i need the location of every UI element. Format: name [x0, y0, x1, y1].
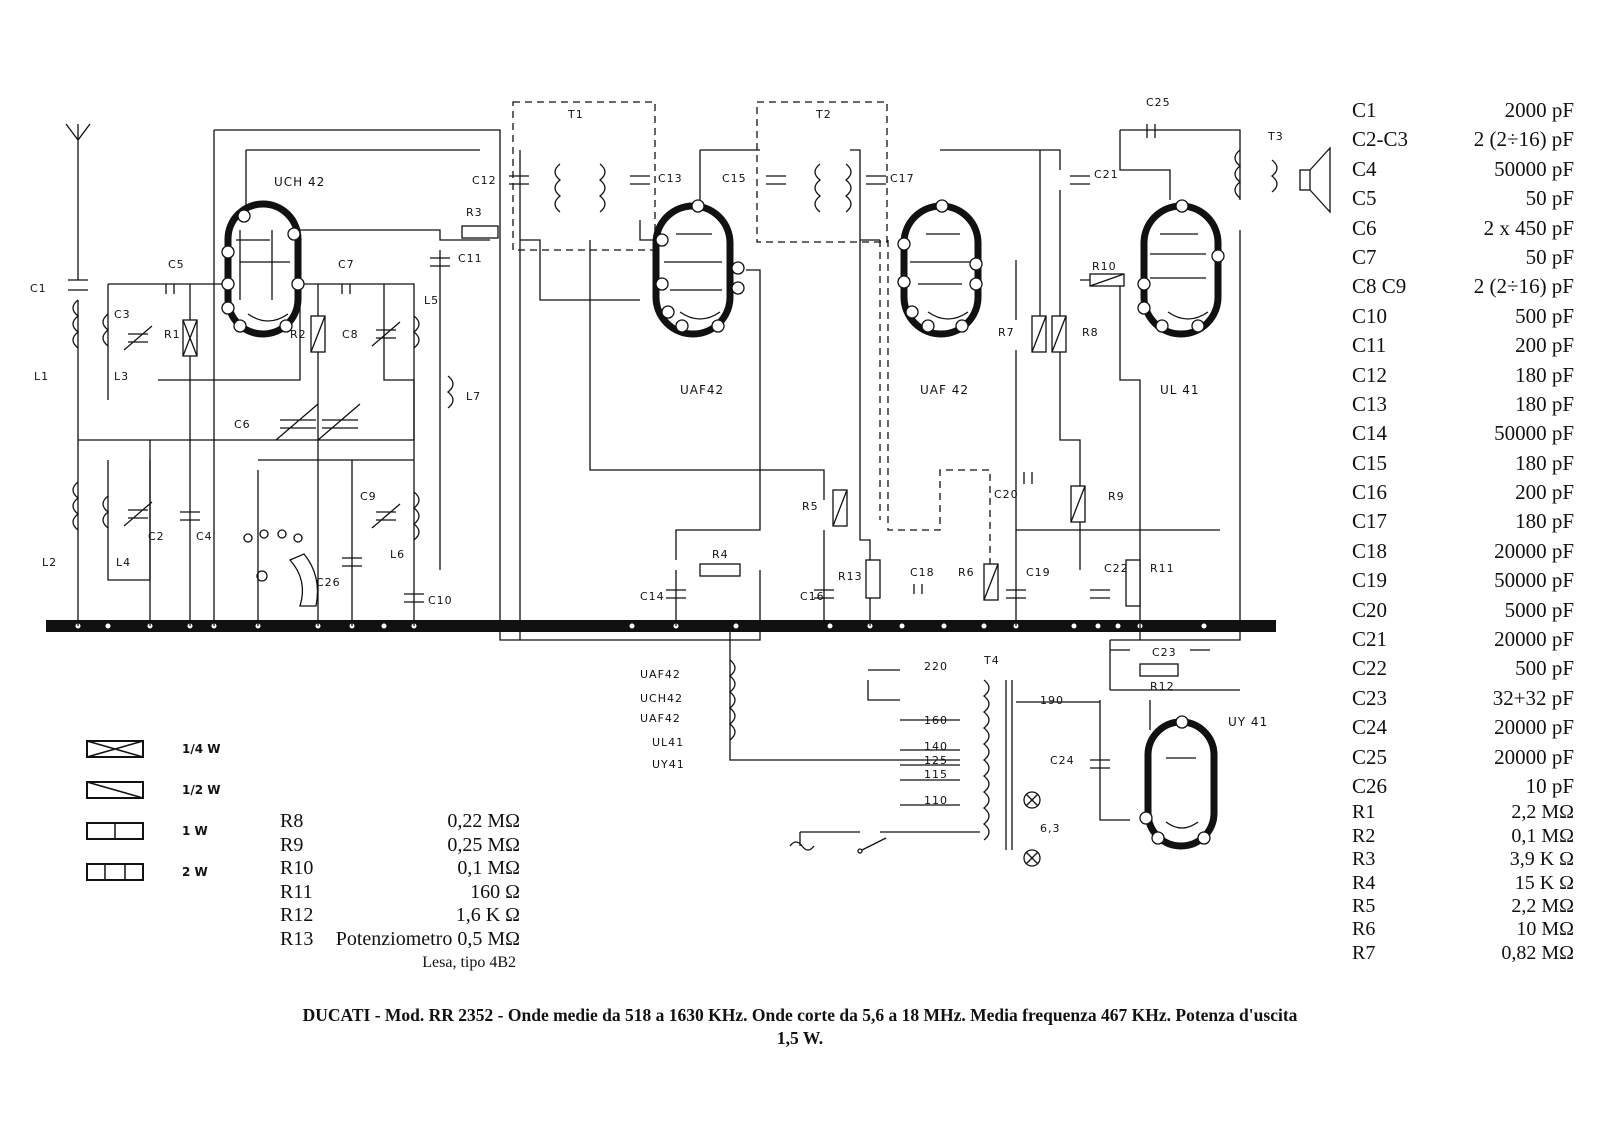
- svg-text:C14: C14: [640, 590, 665, 603]
- mains-plug-icon: [790, 832, 886, 853]
- svg-text:L4: L4: [116, 556, 132, 569]
- part-value: 160 Ω: [470, 880, 520, 903]
- svg-text:C6: C6: [234, 418, 251, 431]
- svg-text:C4: C4: [196, 530, 213, 543]
- svg-text:C9: C9: [360, 490, 377, 503]
- ground-bus: [46, 620, 1276, 632]
- part-value: 500 pF: [1515, 303, 1574, 328]
- capacitor-row: [1352, 772, 1574, 801]
- component-labels: [30, 96, 1284, 835]
- part-name: C20: [1352, 597, 1388, 622]
- part-value: 50 pF: [1525, 244, 1574, 269]
- caption-line-2: 1,5 W.: [776, 1028, 824, 1048]
- part-name: R12: [280, 904, 314, 926]
- part-value: 50000 pF: [1494, 568, 1574, 593]
- part-value: 50000 pF: [1494, 421, 1574, 446]
- svg-text:6,3: 6,3: [1040, 822, 1061, 835]
- svg-text:T4: T4: [984, 654, 1000, 667]
- part-name: C19: [1352, 568, 1388, 593]
- svg-text:R3: R3: [466, 206, 483, 219]
- part-name: R1: [1352, 801, 1376, 824]
- svg-text:C13: C13: [658, 172, 683, 185]
- part-value: 50 pF: [1525, 186, 1574, 211]
- part-name: R11: [280, 880, 313, 903]
- part-name: C1: [1352, 98, 1377, 122]
- resistor-row: [280, 834, 530, 858]
- part-name: C16: [1352, 480, 1388, 505]
- svg-text:C3: C3: [114, 308, 131, 321]
- svg-text:220: 220: [924, 660, 948, 673]
- svg-text:R2: R2: [290, 328, 307, 341]
- part-name: C4: [1352, 156, 1377, 181]
- legend-item: 1/2 W: [86, 769, 221, 810]
- capacitor-row: [1352, 743, 1574, 772]
- svg-text:R13: R13: [838, 570, 863, 583]
- tube-uch42: [228, 204, 298, 334]
- svg-text:UAF42: UAF42: [640, 668, 681, 681]
- part-value: 10 MΩ: [1516, 918, 1574, 941]
- svg-text:R11: R11: [1150, 562, 1175, 575]
- speaker-icon: [1300, 148, 1330, 212]
- part-value: 180 pF: [1515, 391, 1574, 416]
- resistor-row: [1352, 848, 1574, 871]
- svg-text:C22: C22: [1104, 562, 1129, 575]
- part-name: R3: [1352, 848, 1376, 871]
- capacitor-row: [1352, 361, 1574, 390]
- legend-item: 1/4 W: [86, 728, 221, 769]
- tube-ul41: [1144, 206, 1218, 334]
- part-name: C12: [1352, 362, 1388, 387]
- svg-text:C15: C15: [722, 172, 747, 185]
- svg-text:L6: L6: [390, 548, 406, 561]
- part-name: C26: [1352, 773, 1388, 798]
- part-value: 15 K Ω: [1514, 871, 1574, 894]
- capacitor-row: [1352, 302, 1574, 331]
- part-value: 500 pF: [1515, 656, 1574, 681]
- svg-text:C5: C5: [168, 258, 185, 271]
- svg-text:C10: C10: [428, 594, 453, 607]
- svg-text:L1: L1: [34, 370, 50, 383]
- capacitor-row: [1352, 537, 1574, 566]
- svg-text:C17: C17: [890, 172, 915, 185]
- capacitor-row: [1352, 625, 1574, 654]
- svg-text:UL 41: UL 41: [1160, 383, 1200, 397]
- svg-text:190: 190: [1040, 694, 1064, 707]
- part-value: 20000 pF: [1494, 538, 1574, 563]
- resistor-row: [280, 928, 530, 952]
- svg-text:L2: L2: [42, 556, 58, 569]
- svg-text:C12: C12: [472, 174, 497, 187]
- part-value: 180 pF: [1515, 362, 1574, 387]
- capacitor-row: [1352, 713, 1574, 742]
- part-name: C10: [1352, 303, 1388, 328]
- legend-item: 2 W: [86, 851, 221, 892]
- capacitor-row: [1352, 419, 1574, 448]
- svg-text:C8: C8: [342, 328, 359, 341]
- svg-text:C2: C2: [148, 530, 165, 543]
- part-value: 20000 pF: [1494, 627, 1574, 652]
- part-name: C14: [1352, 421, 1388, 446]
- svg-text:T3: T3: [1268, 130, 1284, 143]
- resistor-one-watt-icon: [86, 822, 144, 840]
- svg-text:160: 160: [924, 714, 948, 727]
- part-name: C22: [1352, 656, 1388, 681]
- svg-text:C24: C24: [1050, 754, 1075, 767]
- part-value: 50000 pF: [1494, 156, 1574, 181]
- part-name: C13: [1352, 391, 1388, 416]
- svg-text:R7: R7: [998, 326, 1015, 339]
- svg-text:R1: R1: [164, 328, 181, 341]
- capacitor-row: [1352, 243, 1574, 272]
- legend-item: 1 W: [86, 810, 221, 851]
- svg-text:C21: C21: [1094, 168, 1119, 181]
- part-name: R8: [280, 810, 304, 832]
- if-transformer-shields: [513, 102, 990, 600]
- antenna-icon: [66, 124, 90, 280]
- resistor-wattage-legend: [86, 728, 221, 892]
- svg-text:UAF42: UAF42: [680, 383, 725, 397]
- part-value: 2,2 MΩ: [1511, 894, 1574, 917]
- part-value: 2000 pF: [1504, 98, 1574, 122]
- svg-text:UL41: UL41: [652, 736, 685, 749]
- svg-text:110: 110: [924, 794, 948, 807]
- capacitor-row: [1352, 478, 1574, 507]
- svg-text:R9: R9: [1108, 490, 1125, 503]
- part-name: C7: [1352, 244, 1377, 269]
- svg-text:R10: R10: [1092, 260, 1117, 273]
- svg-text:C11: C11: [458, 252, 483, 265]
- part-name: C23: [1352, 685, 1388, 710]
- svg-text:C16: C16: [800, 590, 825, 603]
- resistor-quarter-watt-icon: [86, 740, 144, 758]
- part-value: 10 pF: [1525, 773, 1574, 798]
- resistor-row: [1352, 872, 1574, 895]
- svg-text:L3: L3: [114, 370, 130, 383]
- capacitor-row: [1352, 566, 1574, 595]
- waveband-switch-icon: [244, 530, 318, 606]
- part-name: R13: [280, 927, 314, 950]
- part-value: 1,6 K Ω: [455, 904, 520, 926]
- capacitor-row: [1352, 272, 1574, 301]
- resistor-row: [1352, 918, 1574, 941]
- part-name: C18: [1352, 538, 1388, 563]
- capacitor-row: [1352, 96, 1574, 125]
- capacitor-row: [1352, 125, 1574, 154]
- svg-text:UAF42: UAF42: [640, 712, 681, 725]
- tube-uy41: [1148, 722, 1214, 846]
- svg-text:C25: C25: [1146, 96, 1171, 109]
- svg-text:C1: C1: [30, 282, 47, 295]
- capacitor-row: [1352, 684, 1574, 713]
- parts-list: [1352, 96, 1574, 965]
- part-name: C5: [1352, 186, 1377, 211]
- part-name: R6: [1352, 918, 1376, 941]
- capacitor-row: [1352, 507, 1574, 536]
- svg-text:125: 125: [924, 754, 948, 767]
- part-value: 2 (2÷16) pF: [1473, 274, 1574, 299]
- part-value: 180 pF: [1515, 450, 1574, 475]
- part-value: Potenziometro 0,5 MΩ: [335, 927, 520, 950]
- svg-text:C18: C18: [910, 566, 935, 579]
- svg-text:C20: C20: [994, 488, 1019, 501]
- resistor-row: [1352, 895, 1574, 918]
- part-name: C2-C3: [1352, 127, 1409, 152]
- part-name: C21: [1352, 627, 1388, 652]
- svg-text:C19: C19: [1026, 566, 1051, 579]
- capacitor-row: [1352, 390, 1574, 419]
- part-value: 5000 pF: [1504, 597, 1574, 622]
- part-name: C25: [1352, 744, 1388, 769]
- part-value: 200 pF: [1515, 480, 1574, 505]
- resistor-row: [280, 857, 530, 881]
- capacitor-row: [1352, 331, 1574, 360]
- svg-text:L5: L5: [424, 294, 440, 307]
- capacitor-row: [1352, 184, 1574, 213]
- part-value: 2 x 450 pF: [1483, 215, 1574, 240]
- part-value: 0,82 MΩ: [1501, 941, 1574, 964]
- resistor-two-watt-icon: [86, 863, 144, 881]
- capacitor-row: [1352, 214, 1574, 243]
- part-value: 2,2 MΩ: [1511, 801, 1574, 824]
- svg-text:T1: T1: [568, 108, 584, 121]
- part-value: 3,9 K Ω: [1509, 848, 1574, 871]
- resistor-row: [280, 881, 530, 905]
- part-value: 0,1 MΩ: [1511, 824, 1574, 847]
- svg-text:C7: C7: [338, 258, 355, 271]
- resistor-row: [1352, 801, 1574, 824]
- part-name: C6: [1352, 215, 1377, 240]
- svg-text:R4: R4: [712, 548, 729, 561]
- svg-text:C26: C26: [316, 576, 341, 589]
- svg-text:T2: T2: [816, 108, 832, 121]
- resistor-row: [280, 904, 530, 928]
- svg-text:UCH 42: UCH 42: [274, 175, 326, 189]
- part-value: 180 pF: [1515, 509, 1574, 534]
- part-name: R2: [1352, 824, 1376, 847]
- caption-line-1: DUCATI - Mod. RR 2352 - Onde medie da 518 a 1630 KHz. Onde corte da 5,6 a 18 MHz. Media frequenza 467 KHz. Potenza d'uscita: [302, 1005, 1298, 1025]
- svg-text:R5: R5: [802, 500, 819, 513]
- capacitor-row: [1352, 596, 1574, 625]
- part-value: 20000 pF: [1494, 744, 1574, 769]
- part-name: C24: [1352, 715, 1388, 740]
- part-name: R4: [1352, 871, 1376, 894]
- resistor-half-watt-icon: [86, 781, 144, 799]
- svg-text:140: 140: [924, 740, 948, 753]
- r13-note: Lesa, tipo 4B2: [422, 954, 516, 971]
- part-name: R9: [280, 833, 304, 856]
- capacitor-row: [1352, 449, 1574, 478]
- resistor-row: [1352, 825, 1574, 848]
- part-name: C15: [1352, 450, 1388, 475]
- part-value: 32+32 pF: [1492, 685, 1574, 710]
- resistor-table-left: [280, 810, 530, 974]
- part-value: 2 (2÷16) pF: [1473, 127, 1574, 152]
- capacitor-row: [1352, 654, 1574, 683]
- svg-text:R12: R12: [1150, 680, 1175, 693]
- svg-text:R6: R6: [958, 566, 975, 579]
- svg-text:UY 41: UY 41: [1228, 715, 1269, 729]
- part-value: 0,25 MΩ: [447, 833, 520, 856]
- part-name: C8 C9: [1352, 274, 1407, 299]
- part-name: C17: [1352, 509, 1388, 534]
- part-value: 0,22 MΩ: [447, 810, 520, 832]
- part-value: 20000 pF: [1494, 715, 1574, 740]
- svg-text:C23: C23: [1152, 646, 1177, 659]
- svg-text:L7: L7: [466, 390, 482, 403]
- capacitor-row: [1352, 155, 1574, 184]
- part-value: 0,1 MΩ: [457, 857, 520, 879]
- svg-text:UAF 42: UAF 42: [920, 383, 969, 397]
- part-value: 200 pF: [1515, 333, 1574, 358]
- part-name: R10: [280, 857, 314, 879]
- resistor-row: [280, 810, 530, 834]
- pilot-lamp-icon: [1024, 792, 1040, 866]
- resistor-row: [1352, 942, 1574, 965]
- svg-text:UY41: UY41: [652, 758, 685, 771]
- caption: [150, 1004, 1450, 1050]
- part-name: R5: [1352, 894, 1376, 917]
- part-name: R7: [1352, 941, 1376, 964]
- part-name: C11: [1352, 333, 1387, 358]
- svg-text:R8: R8: [1082, 326, 1099, 339]
- svg-text:UCH42: UCH42: [640, 692, 684, 705]
- svg-text:115: 115: [924, 768, 948, 781]
